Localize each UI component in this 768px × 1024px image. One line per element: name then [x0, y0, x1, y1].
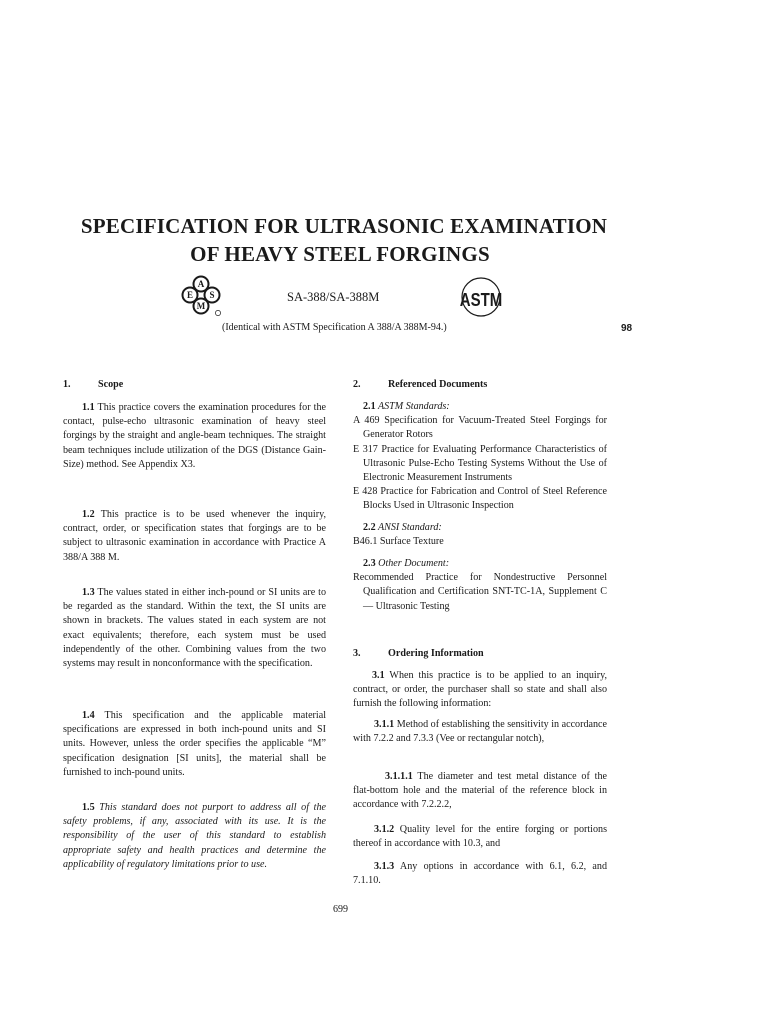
paragraph-1-5 — [63, 801, 326, 872]
page-number: 699 — [333, 904, 348, 915]
para-text: Method of establishing the sensitivity in accordance with 7.2.2 and 7.3.3 (Vee or rectangular notch), — [353, 719, 607, 745]
referenced-documents-list — [353, 400, 607, 514]
para-number: 1.3 — [82, 587, 95, 598]
subsection-title: ASTM Standards: — [375, 401, 450, 412]
subsection-title: Other Document: — [375, 558, 450, 569]
paragraph-1-2 — [63, 508, 326, 565]
asme-logo-letter-top: A — [197, 279, 205, 289]
para-number: 3.1.1 — [374, 719, 395, 730]
para-number: 1.4 — [82, 710, 95, 721]
paragraph-3-1-1 — [353, 718, 607, 746]
ref-snt: Recommended Practice for Nondestructive Personnel Qualification and Certification SNT-TC-1A, Supplement C — Ultrasonic Testing — [353, 572, 607, 612]
ref-e317: E 317 Practice for Evaluating Performance Characteristics of Ultrasonic Pulse-Echo Testing Systems Without the Use of Electronic Measurement Instruments — [353, 443, 607, 484]
ref-e428: E 428 Practice for Fabrication and Control of Steel Reference Blocks Used in Ultrasonic Inspection — [353, 486, 607, 512]
para-text: The values stated in either inch-pound or SI units are to be regarded as the standard. Within the text, the SI units are shown in brackets. The values stated in each system are not exact equivalents; therefore, each system must be used independently of the other. Combining values from the two systems may result in nonconformance with the specification. — [63, 587, 326, 670]
para-number: 3.1.2 — [374, 824, 395, 835]
identical-note: (Identical with ASTM Specification A 388/A 388M-94.) — [222, 322, 447, 333]
para-number: 3.1.3 — [374, 861, 395, 872]
para-text: Any options in accordance with 6.1, 6.2, and 7.1.10. — [353, 861, 607, 887]
para-text: This practice is to be used whenever the inquiry, contract, order, or specification states that forgings are to be subject to ultrasonic examination in accordance with Practice A 388/A 388 M. — [63, 509, 326, 563]
para-number: 3.1.1.1 — [385, 771, 413, 782]
paragraph-1-4 — [63, 709, 326, 780]
section-title: Scope — [98, 379, 124, 390]
asme-logo-letter-left: E — [186, 290, 194, 300]
para-number: 1.2 — [82, 509, 95, 520]
astm-logo-icon — [460, 276, 502, 318]
astm-logo-text: ASTM — [460, 289, 502, 311]
section-title: Referenced Documents — [388, 379, 488, 390]
paragraph-3-1 — [353, 669, 607, 712]
para-text: The diameter and test metal distance of the flat-bottom hole and the material of the reference block in accordance with 7.2.2.2, — [353, 771, 607, 811]
other-document — [353, 557, 607, 614]
subsection-title: ANSI Standard: — [375, 522, 442, 533]
title-line-2: OF HEAVY STEEL FORGINGS — [190, 242, 490, 266]
para-text: Quality level for the entire forging or portions thereof in accordance with 10.3, and — [353, 824, 607, 850]
edition-marker: 98 — [621, 323, 633, 334]
paragraph-3-1-2 — [353, 823, 607, 851]
subsection-number: 2.3 — [363, 558, 376, 569]
para-number: 1.5 — [82, 802, 95, 813]
section-2-heading — [353, 378, 607, 392]
ansi-standard — [353, 521, 607, 549]
section-number: 1. — [63, 379, 71, 390]
asme-logo-icon — [180, 275, 222, 317]
para-text: When this practice is to be applied to an inquiry, contract, or order, the purchaser shall so state and shall also furnish the following information: — [353, 670, 607, 710]
asme-logo-letter-right: S — [209, 290, 215, 300]
section-number: 2. — [353, 379, 361, 390]
para-text: This practice covers the examination procedures for the contact, pulse-echo ultrasonic examination of heavy steel forgings by the straight and angle-beam techniques. The straight beam techniques include utilization of the DGS (Distance Gain-Size) method. See Appendix X3. — [63, 402, 326, 470]
section-title: Ordering Information — [388, 648, 484, 659]
section-1-heading — [63, 378, 326, 392]
para-number: 3.1 — [372, 670, 385, 681]
title-line-1: SPECIFICATION FOR ULTRASONIC EXAMINATION — [80, 214, 608, 238]
para-text: This specification and the applicable material specifications are expressed in both inch-pound units and SI units. However, unless the order specifies the applicable “M” specification designation [SI units], the material shall be furnished to inch-pound units. — [63, 710, 326, 778]
para-number: 1.1 — [82, 402, 95, 413]
ref-a469: A 469 Specification for Vacuum-Treated Steel Forgings for Generator Rotors — [353, 415, 607, 441]
paragraph-1-3 — [63, 586, 326, 671]
subsection-number: 2.2 — [363, 522, 376, 533]
designation: SA-388/SA-388M — [287, 290, 380, 304]
para-text: This standard does not purport to address all of the safety problems, if any, associated with its use. It is the responsibility of the user of this standard to establish appropriate safety and health practices and determine the applicability of regulatory limitations prior to use. — [63, 802, 326, 870]
section-number: 3. — [353, 648, 361, 659]
ref-b461: B46.1 Surface Texture — [353, 536, 444, 548]
paragraph-3-1-3 — [353, 860, 607, 888]
paragraph-1-1 — [63, 401, 326, 472]
paragraph-3-1-1-1 — [353, 770, 607, 813]
section-3-heading — [353, 647, 607, 661]
subsection-number: 2.1 — [363, 401, 376, 412]
asme-logo-letter-bottom: M — [196, 301, 206, 311]
